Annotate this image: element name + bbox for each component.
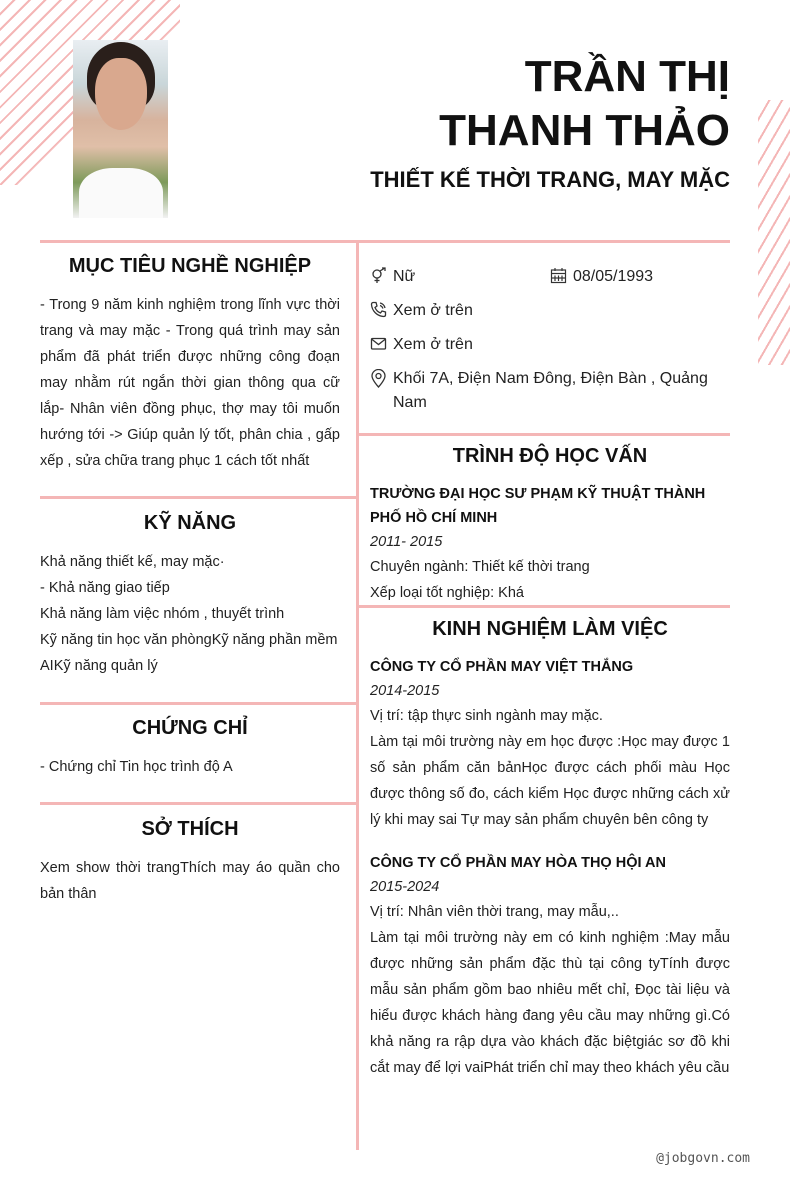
skills-section	[40, 512, 350, 679]
job-description: Làm tại môi trường này em học được :Học may được 1 số sản phẩm căn bảnHọc được cách phối màu Học được thông số đo, cách kiểm Học được những cách xử lý khi may sai Tự may sản phẩm chuyên bên công ty	[370, 734, 730, 828]
email-value: Xem ở trên	[393, 336, 473, 353]
objective-section	[40, 255, 340, 474]
certificates-section	[40, 717, 340, 780]
hobbies-section	[40, 818, 340, 907]
certificates-title: CHỨNG CHỈ	[132, 717, 248, 739]
experience-title: KINH NGHIỆM LÀM VIỆC	[432, 618, 668, 640]
hobbies-text: Xem show thời trangThích may áo quần cho bản thân	[40, 860, 340, 902]
certificates-text: - Chứng chỉ Tin học trình độ A	[40, 759, 233, 775]
full-name	[439, 50, 730, 158]
education-major: Chuyên ngành: Thiết kế thời trang	[370, 559, 590, 575]
divider-top	[40, 240, 730, 243]
job-company: CÔNG TY CỔ PHẦN MAY HÒA THỌ HỘI AN	[370, 855, 666, 871]
email-row	[370, 333, 473, 357]
skill-item: Khả năng thiết kế, may mặc·	[40, 554, 225, 570]
name-line-1: TRẦN THỊ	[524, 52, 730, 101]
divider-vertical	[356, 240, 359, 1150]
gender-value: Nữ	[393, 268, 416, 285]
objective-title: MỤC TIÊU NGHỀ NGHIỆP	[68, 255, 312, 277]
job-position: Vị trí: Nhân viên thời trang, may mẫu,..	[370, 904, 619, 920]
watermark: @jobgovn.com	[656, 1151, 750, 1166]
calendar-icon	[550, 267, 567, 284]
job-entry	[370, 851, 730, 1081]
skill-item: - Khả năng giao tiếp	[40, 580, 170, 596]
location-pin-icon	[370, 369, 387, 388]
birthdate-value: 08/05/1993	[573, 268, 654, 285]
divider-certificates	[40, 802, 356, 805]
skill-item: Kỹ năng tin học văn phòngKỹ năng phần mềm AIKỹ năng quản lý	[40, 632, 338, 674]
phone-icon	[370, 301, 387, 318]
job-entry	[370, 655, 730, 833]
decorative-stripes-right	[758, 100, 790, 365]
objective-text: - Trong 9 năm kinh nghiệm trong lĩnh vực thời trang và may mặc - Trong quá trình may sản phẩm đã phát triển được những công đoạn may nhằm rút ngắn thời gian thông qua cữ lắp- Nhân viên đồng phục, thợ may tôi muốn hướng tới -> Giúp quản lý tốt, phân chia , gấp xếp , sửa chữa trang phục 1 cách tốt nhất	[40, 297, 340, 469]
education-section	[370, 445, 730, 606]
name-line-2: THANH THẢO	[439, 106, 730, 155]
email-icon	[370, 335, 387, 352]
gender-row	[370, 265, 415, 289]
education-title: TRÌNH ĐỘ HỌC VẤN	[452, 445, 648, 467]
job-title: THIẾT KẾ THỜI TRANG, MAY MẶC	[370, 167, 730, 192]
job-period: 2014-2015	[370, 683, 440, 699]
address-value: Khối 7A, Điện Nam Đông, Điện Bàn , Quảng Nam	[393, 370, 708, 411]
skills-title: KỸ NĂNG	[143, 512, 237, 534]
job-company: CÔNG TY CỔ PHẦN MAY VIỆT THẮNG	[370, 659, 634, 675]
phone-value: Xem ở trên	[393, 302, 473, 319]
school-name: TRƯỜNG ĐẠI HỌC SƯ PHẠM KỸ THUẬT THÀNH PHỐ HỒ CHÍ MINH	[370, 486, 706, 526]
education-grade: Xếp loại tốt nghiệp: Khá	[370, 585, 524, 601]
divider-objective	[40, 496, 356, 499]
divider-contact	[359, 433, 730, 436]
education-period: 2011- 2015	[370, 534, 443, 550]
divider-skills	[40, 702, 356, 705]
skill-item: Khả năng làm việc nhóm , thuyết trình	[40, 606, 285, 622]
hobbies-title: SỞ THÍCH	[141, 818, 239, 840]
job-description: Làm tại môi trường này em có kinh nghiệm :May mẫu được những sản phẩm đặc thù tại công tyTính được mẫu sản phẩm gồm bao nhiêu mết chỉ, Đọc tài liệu và hiểu được khách hàng đang yêu cầu may những gì.Có khả năng ra rập dựa vào khách đặc biệtgiác sơ đồ khi cắt may để lợi vaiPhát triển chỉ may theo khách yêu cầu	[370, 930, 730, 1076]
experience-section	[370, 618, 730, 1081]
phone-row	[370, 299, 473, 323]
profile-photo	[73, 40, 168, 218]
gender-icon	[370, 267, 387, 284]
address-row	[370, 367, 730, 415]
skills-list	[40, 549, 350, 679]
job-position: Vị trí: tập thực sinh ngành may mặc.	[370, 708, 603, 724]
birthdate-row	[550, 265, 653, 289]
job-period: 2015-2024	[370, 879, 440, 895]
